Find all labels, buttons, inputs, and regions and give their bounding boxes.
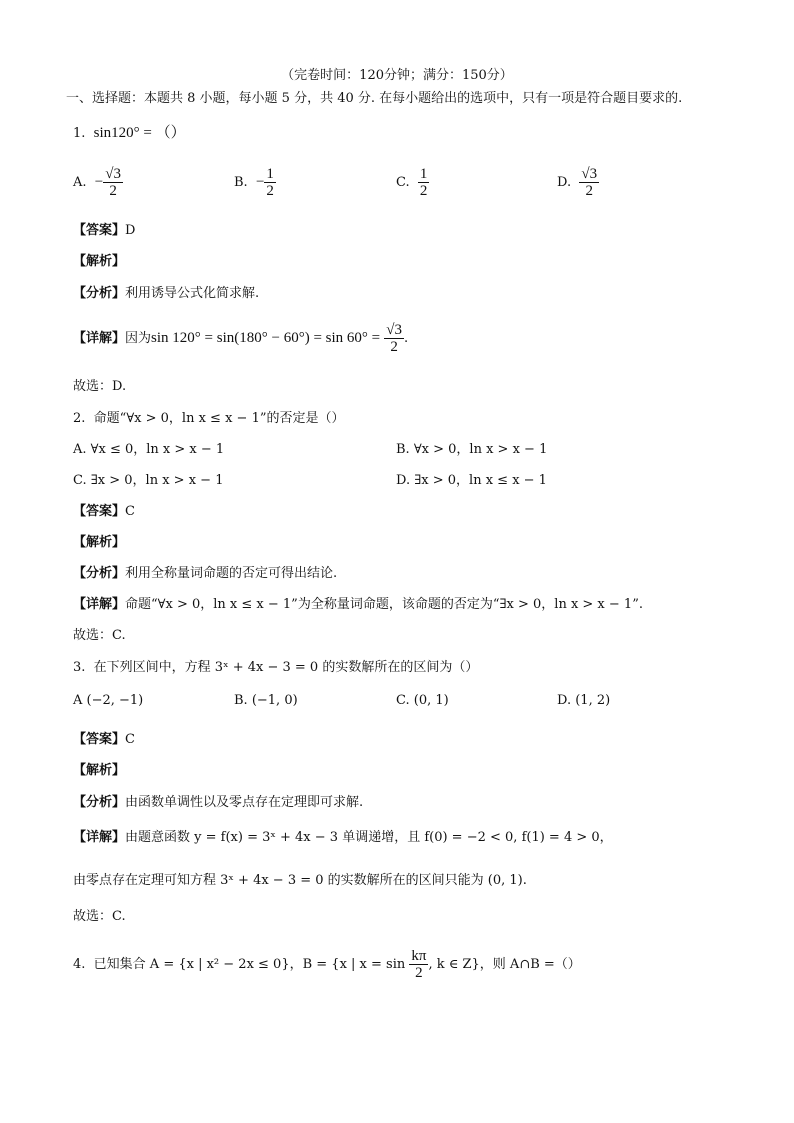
q3-detail-line1: 【详解】由题意函数 y = f(x) = 3ˣ + 4x − 3 单调递增，且 f(0) = −2 < 0, f(1) = 4 > 0， bbox=[73, 830, 613, 845]
section-heading: 一、选择题：本题共 8 小题，每小题 5 分，共 40 分. 在每小题给出的选项中，只有一项是符合题目要求的. bbox=[66, 91, 683, 106]
q2-option-d: D. ∃x > 0，ln x ≤ x − 1 bbox=[396, 473, 547, 488]
exam-time-header: （完卷时间：120分钟；满分：150分） bbox=[281, 68, 513, 83]
q1-choose: 故选：D. bbox=[73, 379, 127, 394]
q1-stem: 1. sin120° = （） bbox=[73, 125, 186, 141]
q1-answer: 【答案】D bbox=[73, 223, 136, 238]
q3-option-b: B. (−1, 0) bbox=[234, 693, 298, 708]
q1-detail: 【详解】因为sin 120° = sin(180° − 60°) = sin 60° = $\frac{√3}{2}$ . bbox=[73, 322, 409, 355]
q2-analysis-label: 【解析】 bbox=[73, 535, 126, 550]
q3-option-a: A (−2, −1) bbox=[73, 693, 144, 708]
q2-option-a: A. ∀x ≤ 0，ln x > x − 1 bbox=[73, 442, 225, 457]
q2-option-c: C. ∃x > 0，ln x > x − 1 bbox=[73, 473, 224, 488]
q1-option-c: C. $\frac{1}{2}$ bbox=[396, 166, 428, 199]
q3-answer: 【答案】C bbox=[73, 732, 135, 747]
q2-answer: 【答案】C bbox=[73, 504, 135, 519]
q2-choose: 故选：C. bbox=[73, 628, 126, 643]
q1-fenxi: 【分析】利用诱导公式化简求解. bbox=[73, 286, 260, 301]
q2-option-b: B. ∀x > 0，ln x > x − 1 bbox=[396, 442, 548, 457]
q2-stem: 2. 命题“∀x > 0，ln x ≤ x − 1”的否定是（） bbox=[73, 411, 345, 426]
q3-choose: 故选：C. bbox=[73, 909, 126, 924]
q1-option-b: B. − $\frac{1}{2}$ bbox=[234, 166, 274, 199]
q4-stem: 4. 已知集合 A = {x | x² − 2x ≤ 0}，B = {x | x = sin $\frac{k\pi}{2}$ , k ∈ Z}，则 A∩B =（） bbox=[73, 948, 581, 981]
q3-fenxi: 【分析】由函数单调性以及零点存在定理即可求解. bbox=[73, 795, 364, 810]
q2-detail: 【详解】命题“∀x > 0，ln x ≤ x − 1”为全称量词命题，该命题的否定为“∃x > 0，ln x > x − 1”. bbox=[73, 597, 643, 612]
q1-option-d: D. $\frac{√3}{2}$ bbox=[557, 166, 598, 199]
q3-option-d: D. (1, 2) bbox=[557, 693, 611, 708]
q3-analysis-label: 【解析】 bbox=[73, 763, 126, 778]
q1-option-a: A. − $\frac{√3}{2}$ bbox=[73, 166, 121, 199]
q3-detail-line2: 由零点存在定理可知方程 3ˣ + 4x − 3 = 0 的实数解所在的区间只能为 (0, 1). bbox=[73, 873, 527, 888]
q2-fenxi: 【分析】利用全称量词命题的否定可得出结论. bbox=[73, 566, 338, 581]
q3-stem: 3. 在下列区间中，方程 3ˣ + 4x − 3 = 0 的实数解所在的区间为（） bbox=[73, 660, 479, 675]
q1-analysis-label: 【解析】 bbox=[73, 254, 126, 269]
q3-option-c: C. (0, 1) bbox=[396, 693, 449, 708]
